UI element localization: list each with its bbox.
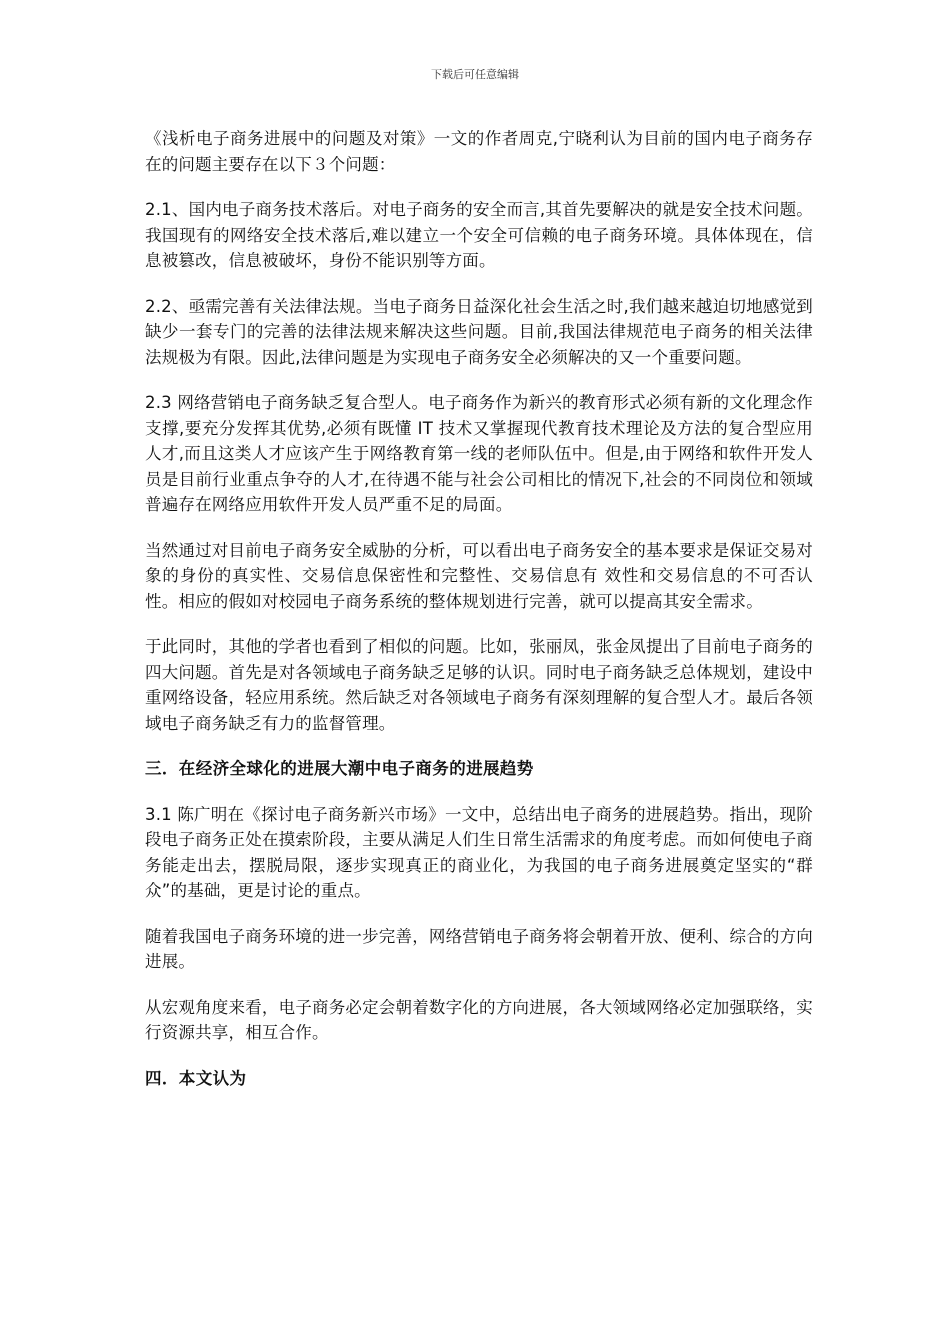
section-4-heading: 四．本文认为 <box>145 1068 247 1088</box>
document-body <box>145 126 813 1111</box>
paragraph-2-2: 2.2、亟需完善有关法律法规。当电子商务日益深化社会生活之时,我们越来越迫切地感觉到缺少一套专门的完善的法律法规来解决这些问题。目前,我国法律规范电子商务的相关法律法规极为有限。因此,法律问题是为实现电子商务安全必须解决的又一个重要问题。 <box>145 296 813 367</box>
paragraph-security-requirements: 当然通过对目前电子商务安全威胁的分析，可以看出电子商务安全的基本要求是保证交易对象的身份的真实性、交易信息保密性和完整性、交易信息有 效性和交易信息的不可否认性。相应的假如对校园电子商务系统的整体规划进行完善，就可以提高其安全需求。 <box>145 540 813 611</box>
paragraph-other-scholars: 于此同时，其他的学者也看到了相似的问题。比如，张丽凤，张金凤提出了目前电子商务的四大问题。首先是对各领域电子商务缺乏足够的认识。同时电子商务缺乏总体规划，建设中重网络设备，轻应用系统。然后缺乏对各领域电子商务有深刻理解的复合型人才。最后各领域电子商务缺乏有力的监督管理。 <box>145 637 813 733</box>
paragraph-2-1: 2.1、国内电子商务技术落后。对电子商务的安全而言,其首先要解决的就是安全技术问题。我国现有的网络安全技术落后,难以建立一个安全可信赖的电子商务环境。具体体现在，信息被篡改，信息被破坏，身份不能识别等方面。 <box>145 200 813 270</box>
paragraph-intro: 《浅析电子商务进展中的问题及对策》一文的作者周克,宁晓利认为目前的国内电子商务存在的问题主要存在以下３个问题： <box>145 129 813 174</box>
paragraph-2-3: 2.3 网络营销电子商务缺乏复合型人。电子商务作为新兴的教育形式必须有新的文化理念作支撑,要充分发挥其优势,必须有既懂 IT 技术又掌握现代教育技术理论及方法的复合型应用人才,而且这类人才应该产生于网络教育第一线的老师队伍中。但是,由于网络和软件开发人员是目前行业重点争夺的人才,在待遇不能与社会公司相比的情况下,社会的不同岗位和领域普遍存在网络应用软件开发人员严重不足的局面。 <box>145 393 813 514</box>
section-3-heading: 三．在经济全球化的进展大潮中电子商务的进展趋势 <box>145 759 534 778</box>
page-header: 下载后可任意编辑 <box>431 68 519 81</box>
paragraph-3-1: 3.1 陈广明在《探讨电子商务新兴市场》一文中，总结出电子商务的进展趋势。指出，现阶段电子商务正处在摸索阶段，主要从满足人们生日常生活需求的角度考虑。而如何使电子商务能走出去，摆脱局限，逐步实现真正的商业化，为我国的电子商务进展奠定坚实的“群众”的基础，更是讨论的重点。 <box>145 804 813 900</box>
paragraph-3-macro: 从宏观角度来看，电子商务必定会朝着数字化的方向进展，各大领域网络必定加强联络，实行资源共享，相互合作。 <box>145 997 813 1042</box>
paragraph-3-trend: 随着我国电子商务环境的进一步完善，网络营销电子商务将会朝着开放、便利、综合的方向进展。 <box>145 926 813 971</box>
